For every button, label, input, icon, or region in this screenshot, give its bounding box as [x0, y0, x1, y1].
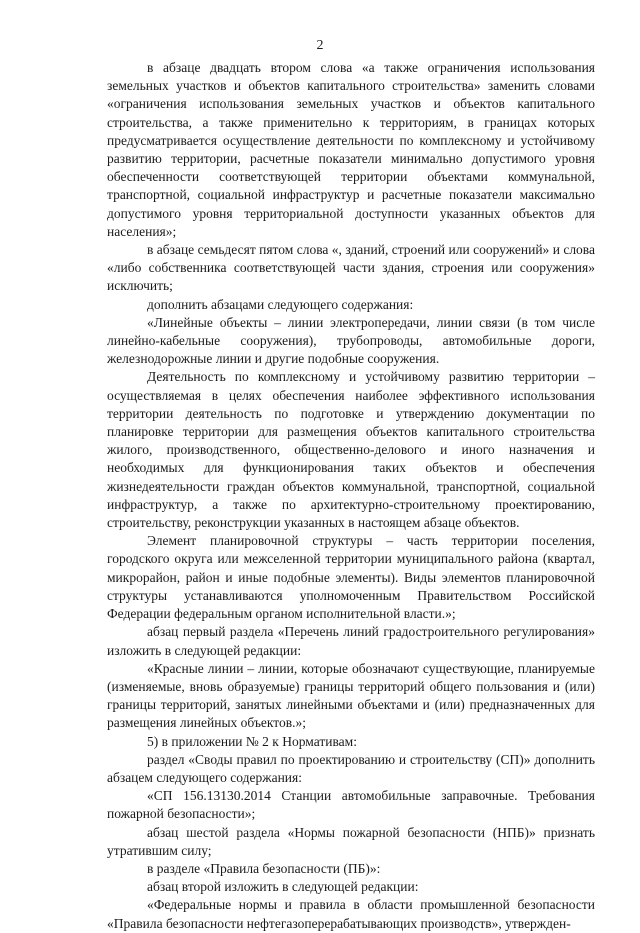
paragraph-14: абзац второй изложить в следующей редакции: [147, 879, 419, 895]
paragraph-1: в абзаце двадцать втором слова «а также ограничения использования земельных участков и объектов капитального строительства» заменить словами «ограничения использования земельных участков и объектов капитального строительства, а также применительно к территориям, в границах которых предусматривается осуществление деятельности по комплексному и устойчивому развитию территории, расчетные показатели минимально допустимого уровня обеспеченности соответствующей территории объектами коммунальной, транспортной, социальной инфраструктур и расчетные показатели максимально допустимого уровня территориальной доступности указанных объектов для населения»; [107, 60, 595, 239]
paragraph-8: «Красные линии – линии, которые обозначают существующие, планируемые (изменяемые, вновь образуемые) границы территорий общего пользования и (или) границы территорий, занятых линейными объектами и (или) предназначенных для размещения линейных объектов.»; [107, 660, 595, 731]
paragraph-10: раздел «Своды правил по проектированию и строительству (СП)» дополнить абзацем следующего содержания: [107, 751, 595, 785]
document-body [107, 59, 595, 933]
paragraph-4: «Линейные объекты – линии электропередачи, линии связи (в том числе линейно-кабельные сооружения), трубопроводы, автомобильные дороги, железнодорожные линии и другие подобные сооружения. [107, 314, 595, 367]
paragraph-2: в абзаце семьдесят пятом слова «, зданий, строений или сооружений» и слова «либо собственника соответствующей части здания, строения или сооружения» исключить; [107, 242, 595, 294]
paragraph-6: Элемент планировочной структуры – часть территории поселения, городского округа или межселенной территории муниципального района (квартал, микрорайон, район и иные подобные элементы). Виды элементов планировочной структуры устанавливаются уполномоченным Правительством Российской Федерации федеральным органом исполнительной власти.»; [107, 533, 595, 622]
paragraph-11: «СП 156.13130.2014 Станции автомобильные заправочные. Требования пожарной безопасности»; [107, 788, 595, 822]
paragraph-13: в разделе «Правила безопасности (ПБ)»: [147, 860, 381, 876]
paragraph-9: 5) в приложении № 2 к Нормативам: [147, 733, 357, 749]
paragraph-15: «Федеральные нормы и правила в области промышленной безопасности «Правила безопасности нефтегазоперерабатывающих производств», утвержден- [107, 897, 595, 931]
page-number: 2 [316, 38, 324, 53]
paragraph-3: дополнить абзацами следующего содержания: [147, 296, 414, 312]
paragraph-5: Деятельность по комплексному и устойчивому развитию территории – осуществляемая в целях обеспечения наиболее эффективного использования территории деятельность по подготовке и утверждению документации по планировке территории для размещения объектов капитального строительства жилого, производственного, общественно-делового и иного назначения и необходимых для функционирования таких объектов и обеспечения жизнедеятельности граждан объектов коммунальной, транспортной, социальной инфраструктур, а также по архитектурно-строительному проектированию, строительству, реконструкции указанных в настоящем абзаце объектов. [107, 369, 595, 531]
paragraph-7: абзац первый раздела «Перечень линий градостроительного регулирования» изложить в следующей редакции: [107, 624, 595, 658]
paragraph-12: абзац шестой раздела «Нормы пожарной безопасности (НПБ)» признать утратившим силу; [107, 824, 595, 858]
